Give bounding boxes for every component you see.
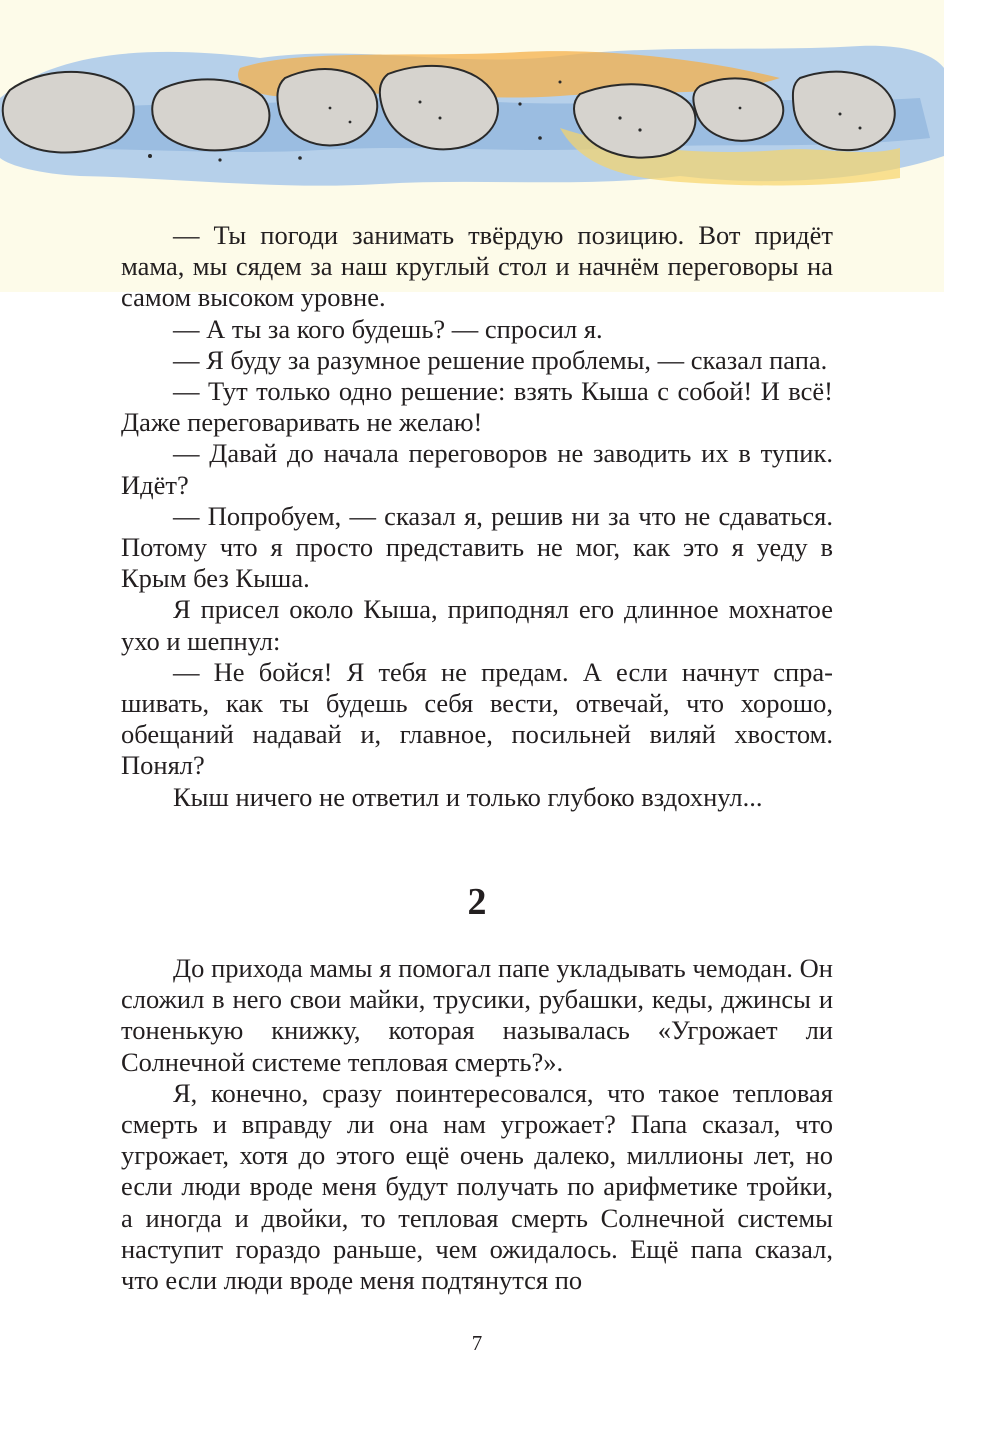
- chapter-number: 2: [467, 881, 487, 923]
- stone-1: [3, 72, 134, 153]
- paragraph: — Я буду за разумное решение проблемы, — сказал папа.: [173, 344, 828, 375]
- paragraph: — Попробуем, — сказал я, решив ни за что не сдаваться. Потому что я просто представить не мог, как это я уеду в Крым без Кыша.: [121, 500, 833, 594]
- pebbles-border-illustration: [0, 38, 944, 190]
- paragraph: — Ты погоди занимать твёрдую позицию. Вот придёт мама, мы сядем за наш круглый стол и начнём переговоры на самом высоком уровне.: [121, 220, 833, 313]
- paragraph: — А ты за кого будешь? — спросил я.: [173, 313, 603, 344]
- paragraph: Я, конечно, сразу поинтересовался, что такое тепловая смерть и вправду ли она нам угрожает? Папа сказал, что угрожает, хотя до этого ещё очень далеко, миллионы лет, но если люди вроде меня будут получать по арифметике тройки, а иногда и двойки, то тепловая смерть Солнечной системы наступит гораздо раньше, чем ожидалось. Ещё папа сказал, что если люди вроде меня подтянутся по: [121, 1077, 833, 1296]
- paragraph: — Давай до начала переговоров не заводить их в тупик. Идёт?: [121, 438, 833, 500]
- story-text-top: [121, 220, 833, 813]
- page-number: 7: [471, 1331, 483, 1355]
- stone-2: [152, 79, 269, 150]
- paragraph: — Не бойся! Я тебя не предам. А если начнут спрашивать, как ты будешь себя вести, отвечай, что хорошо, обещаний надавай и, главное, посильней виляй хвостом. Понял?: [121, 656, 833, 781]
- paragraph: До прихода мамы я помогал папе укладывать чемодан. Он сложил в него свои майки, трусики, рубашки, кеды, джинсы и тоненькую книжку, которая называлась «Угрожает ли Солнечной системе тепловая смерть?».: [121, 953, 833, 1077]
- paragraph: — Тут только одно решение: взять Кыша с собой! И всё! Даже переговаривать не желаю!: [121, 376, 833, 438]
- paragraph: Я присел около Кыша, приподнял его длинное мохнатое ухо и шепнул:: [121, 594, 833, 656]
- paragraph: Кыш ничего не ответил и только глубоко вздохнул...: [173, 781, 763, 812]
- story-text-bottom: [121, 953, 833, 1296]
